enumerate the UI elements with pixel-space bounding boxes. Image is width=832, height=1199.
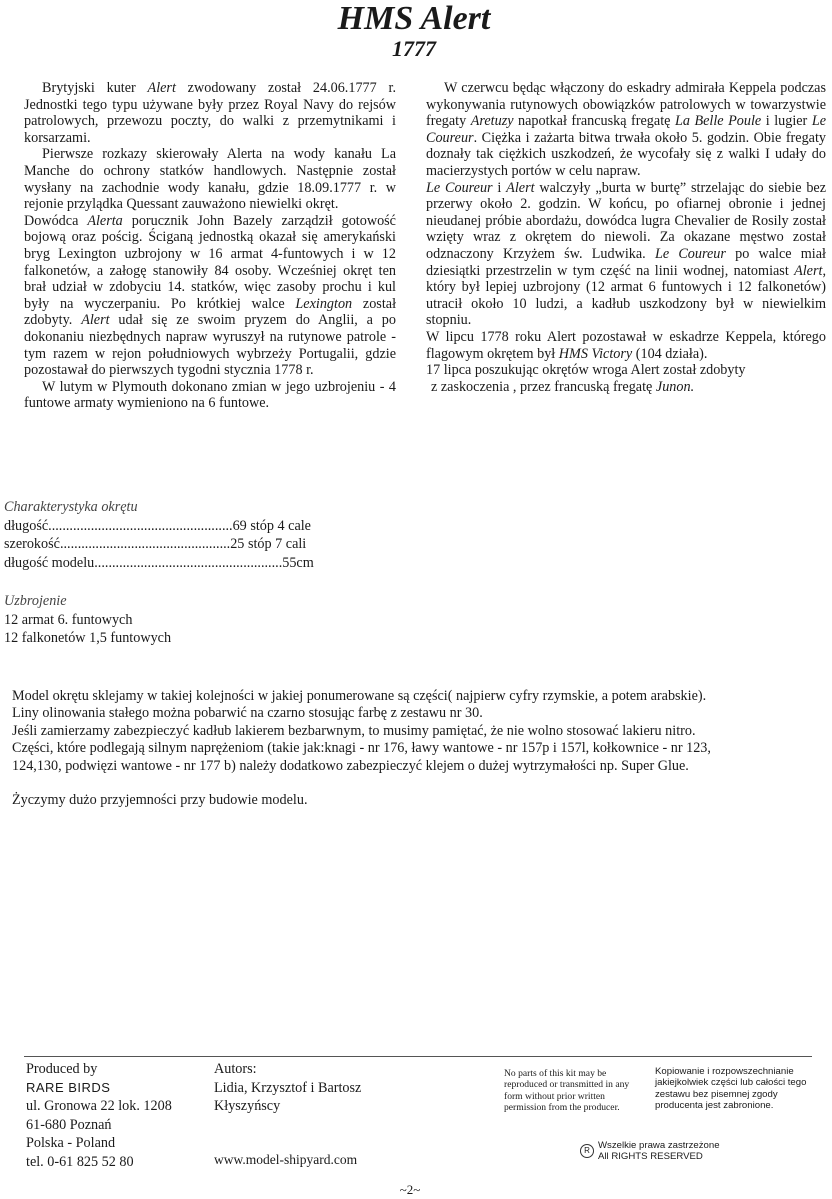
copyright-polish: Kopiowanie i rozpowszechnianie jakiejkolwiek części lub całości tego zestawu bez pisemnej zgody producenta jest zabronione. <box>655 1066 807 1112</box>
closing-wish: Życzymy dużo przyjemności przy budowie modelu. <box>12 792 308 809</box>
page-title: HMS Alert <box>337 0 491 37</box>
armament-item: 12 armat 6. funtowych <box>4 611 133 628</box>
spec-value: 69 stóp 4 cale <box>232 517 311 534</box>
paragraph: z zaskoczenia , przez francuską fregatę Junon. <box>431 378 695 395</box>
paragraph: Pierwsze rozkazy skierowały Alerta na wody kanału La Manche do ochrony statków handlowych. Następnie został wysłany na zachodnie wody kanału, gdzie 18.09.1777 r. w rejonie przylądka Quessant zauważono niewielki okręt. <box>24 146 396 213</box>
address-line: 61-680 Poznań <box>26 1116 112 1133</box>
spec-value: 25 stóp 7 cali <box>230 536 307 552</box>
rights-text <box>598 1140 720 1162</box>
note-line: Liny olinowania stałego można pobarwić na czarno stosując farbę z zestawu nr 30. <box>12 705 483 722</box>
paragraph: W lipcu 1778 roku Alert pozostawał w eskadrze Keppela, którego flagowym okrętem był HMS Victory (104 działa). <box>426 328 826 362</box>
paragraph: Le Coureur i Alert walczyły „burta w burtę” strzelając do siebie bez przerwy około 2. godzin. W końcu, po ofiarnej obronie i jednej nieudanej próbie abordażu, dowódca lugra Chevalier de Rosily został wzięty wraz z okrętem do niewoli. Za okazane męstwo został odznaczony Krzyżem św. Ludwika. Le Coureur po walce miał dziesiątki przestrzelin w tym część na linii wodnej, natomiast Alert, który był lepiej uzbrojony (12 armat 6 funtowych i 12 falkonetów) utracił około 10 ludzi, a kadłub uszkodzony był w niewielkim stopniu. <box>426 179 827 329</box>
spec-row <box>4 554 364 573</box>
author-line: Lidia, Krzysztof i Bartosz <box>214 1079 362 1096</box>
right-text-column <box>426 80 826 395</box>
spec-label: długość <box>4 517 49 534</box>
rights-english: All RIGHTS RESERVED <box>598 1151 703 1162</box>
address-line: ul. Gronowa 22 lok. 1208 <box>26 1098 172 1114</box>
spec-leader: ................................................ <box>59 536 231 552</box>
spec-value: 55cm <box>282 554 314 571</box>
spec-row <box>4 535 364 554</box>
registered-icon: R <box>580 1144 594 1158</box>
page-number: ~2~ <box>399 1182 421 1197</box>
note-line: Części, które podlegają silnym naprężeniom (takie jak:knagi - nr 176, ławy wantowe - nr 157p i 157l, kołkownice - nr 123, <box>12 740 711 757</box>
copyright-english: No parts of this kit may be reproduced or transmitted in any form without prior written permission from the producer. <box>504 1068 630 1114</box>
producer-info <box>26 1060 216 1171</box>
footer-divider <box>24 1056 812 1057</box>
paragraph: W lutym w Plymouth dokonano zmian w jego uzbrojeniu - 4 funtowe armaty wymieniono na 6 funtowe. <box>24 378 396 412</box>
rights-reserved <box>580 1140 720 1162</box>
paragraph: Brytyjski kuter Alert zwodowany został 24.06.1777 r. Jednostki tego typu używane były przez Royal Navy do rejsów patrolowych, przewozu poczty, do walki z przemytnikami i korsarzami. <box>24 80 396 146</box>
author-line: Kłyszyńscy <box>214 1098 281 1114</box>
ship-specifications <box>4 498 364 572</box>
spec-row <box>4 517 364 536</box>
page-subtitle-year: 1777 <box>392 36 436 61</box>
paragraph: Dowódca Alerta porucznik John Bazely zarządził gotowość bojową oraz pościg. Ściganą jednostką okazał się amerykański bryg Lexington uzbrojony w 16 armat 4-funtowych i w 12 falkonetów, a załogę stanowiły 84 osoby. Wcześniej okręt ten brał udział w zdobyciu 14. statków, więc zasoby prochu i kul były na wyczerpaniu. Po krótkiej walce Lexington został zdobyty. Alert udał się ze swoim pryzem do Anglii, a po dokonaniu niezbędnych napraw wyruszył na rutynowe patrole - tym razem w rejon południowych wybrzeży Portugalii, gdzie pozostawał do pierwszych tygodni stycznia 1778 r. <box>24 212 397 379</box>
note-line: 124,130, podwięzi wantowe - nr 177 b) należy dodatkowo zabezpieczyć klejem o dużej wytrzymałości np. Super Glue. <box>12 757 689 774</box>
armament-heading: Uzbrojenie <box>4 593 67 609</box>
paragraph: 17 lipca poszukując okrętów wroga Alert został zdobyty <box>426 362 746 379</box>
spec-leader: .................................................... <box>48 517 233 534</box>
address-line: Polska - Poland <box>26 1135 116 1151</box>
spec-leader: ..................................................... <box>94 554 283 571</box>
rights-polish: Wszelkie prawa zastrzeżone <box>598 1140 720 1151</box>
paragraph: W czerwcu będąc włączony do eskadry admirała Keppela podczas wykonywania rutynowych obowiązków patrolowych w towarzystwie fregaty Aretuzy napotkał francuską fregatę La Belle Poule i lugier Le Coureur. Ciężka i zażarta bitwa trwała około 5. godzin. Obie fregaty doznały tak ciężkich uszkodzeń, że wycofały się z walki I udały do macierzystych portów w celu napraw. <box>426 80 826 179</box>
phone-number: tel. 0-61 825 52 80 <box>26 1153 134 1170</box>
produced-by-label: Produced by <box>26 1061 98 1077</box>
spec-label: szerokość <box>4 536 60 552</box>
assembly-notes <box>12 688 832 809</box>
specs-heading: Charakterystyka okrętu <box>4 499 138 515</box>
brand-name: RARE BIRDS <box>26 1079 111 1095</box>
armament-section <box>4 592 364 648</box>
website-link[interactable]: www.model-shipyard.com <box>214 1152 358 1167</box>
spec-label: długość modelu <box>4 554 95 571</box>
left-text-column <box>24 80 396 412</box>
authors-info <box>214 1060 434 1116</box>
note-line: Jeśli zamierzamy zabezpieczyć kadłub lakierem bezbarwnym, to musimy pamiętać, że nie wolno stosować lakieru nitro. <box>12 722 696 739</box>
authors-label: Autors: <box>214 1061 257 1077</box>
note-line: Model okrętu sklejamy w takiej kolejności w jakiej ponumerowane są części( najpierw cyfry rzymskie, a potem arabskie). <box>12 688 707 704</box>
armament-item: 12 falkonetów 1,5 funtowych <box>4 630 172 646</box>
